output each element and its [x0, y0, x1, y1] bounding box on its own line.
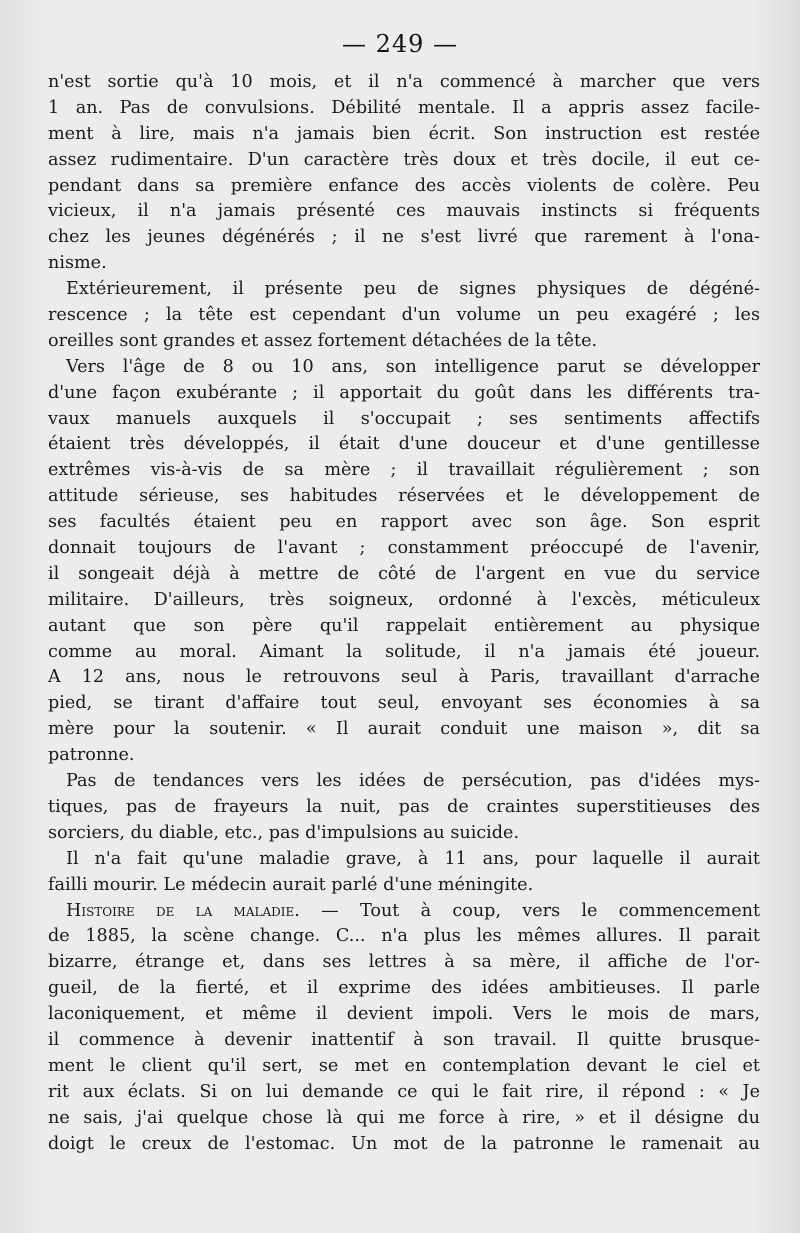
text-line: Pas de tendances vers les idées de persécution, pas d'idées mys- — [66, 771, 760, 792]
text-line: n'est sortie qu'à 10 mois, et il n'a commencé à marcher que vers — [48, 72, 760, 92]
text-line: comme au moral. Aimant la solitude, il n'a jamais été joueur. — [48, 641, 760, 662]
text-line: bizarre, étrange et, dans ses lettres à sa mère, il affiche de l'or- — [48, 952, 760, 973]
section-heading: Histoire de la maladie. — [66, 900, 300, 921]
text-line: laconiquement, et même il devient impoli. Vers le mois de mars, — [48, 1004, 760, 1025]
text-line: oreilles sont grandes et assez fortement détachées de la tête. — [48, 330, 598, 351]
text-line: 1 an. Pas de convulsions. Débilité mentale. Il a appris assez facile- — [48, 97, 760, 118]
text-line: ment à lire, mais n'a jamais bien écrit. Son instruction est restée — [48, 123, 760, 144]
text-line: il commence à devenir inattentif à son travail. Il quitte brusque- — [48, 1029, 760, 1050]
text-line: mère pour la soutenir. « Il aurait conduit une maison », dit sa — [48, 719, 760, 740]
text-line: étaient très développés, il était d'une douceur et d'une gentillesse — [48, 434, 760, 455]
text-line: il songeait déjà à mettre de côté de l'argent en vue du service — [48, 563, 760, 584]
body-text — [48, 70, 760, 1157]
text-line: pied, se tirant d'affaire tout seul, envoyant ses économies à sa — [48, 693, 760, 714]
text-line: autant que son père qu'il rappelait entièrement au physique — [48, 615, 760, 636]
text-line: rit aux éclats. Si on lui demande ce qui le fait rire, il répond : « Je — [48, 1081, 760, 1102]
text-line: rescence ; la tête est cependant d'un volume un peu exagéré ; les — [48, 305, 760, 326]
text-line: assez rudimentaire. D'un caractère très doux et très docile, il eut ce- — [48, 149, 760, 170]
text-line: ses facultés étaient peu en rapport avec son âge. Son esprit — [48, 512, 760, 533]
text-line: failli mourir. Le médecin aurait parlé d'une méningite. — [48, 874, 534, 895]
text-line: ment le client qu'il sert, se met en contemplation devant le ciel et — [48, 1055, 760, 1076]
text-line: tiques, pas de frayeurs la nuit, pas de craintes superstitieuses des — [48, 796, 760, 817]
text-line: A 12 ans, nous le retrouvons seul à Paris, travaillant d'arrache — [48, 667, 760, 688]
text-line: doigt le creux de l'estomac. Un mot de la patronne le ramenait au — [48, 1133, 760, 1154]
text-line: patronne. — [48, 745, 135, 766]
page-number: — 249 — — [341, 30, 459, 58]
text-line: attitude sérieuse, ses habitudes réservées et le développement de — [48, 486, 760, 507]
text-line: chez les jeunes dégénérés ; il ne s'est livré que rarement à l'ona- — [48, 227, 760, 248]
section-heading-line — [48, 899, 760, 925]
text-line-fragment: — Tout à coup, vers le commencement — [321, 900, 760, 921]
text-line: gueil, de la fierté, et il exprime des idées ambitieuses. Il parle — [48, 978, 760, 999]
text-line: nisme. — [48, 253, 107, 274]
text-line: vicieux, il n'a jamais présenté ces mauvais instincts si fréquents — [48, 201, 760, 222]
text-line: Vers l'âge de 8 ou 10 ans, son intelligence parut se développer — [66, 356, 760, 377]
text-line: extrêmes vis-à-vis de sa mère ; il travaillait régulièrement ; son — [48, 460, 760, 481]
text-line: donnait toujours de l'avant ; constamment préoccupé de l'avenir, — [48, 538, 760, 559]
text-line: sorciers, du diable, etc., pas d'impulsions au suicide. — [48, 822, 520, 843]
text-line: d'une façon exubérante ; il apportait du goût dans les différents tra- — [48, 382, 760, 403]
text-line: pendant dans sa première enfance des accès violents de colère. Peu — [48, 175, 760, 196]
text-line: ne sais, j'ai quelque chose là qui me force à rire, » et il désigne du — [48, 1107, 760, 1128]
text-line: de 1885, la scène change. C... n'a plus les mêmes allures. Il parait — [48, 926, 760, 947]
text-line: vaux manuels auxquels il s'occupait ; ses sentiments affectifs — [48, 408, 760, 429]
text-line: Il n'a fait qu'une maladie grave, à 11 ans, pour laquelle il aurait — [66, 848, 760, 869]
text-line: militaire. D'ailleurs, très soigneux, ordonné à l'excès, méticuleux — [48, 589, 760, 610]
text-line: Extérieurement, il présente peu de signes physiques de dégéné- — [66, 279, 760, 300]
